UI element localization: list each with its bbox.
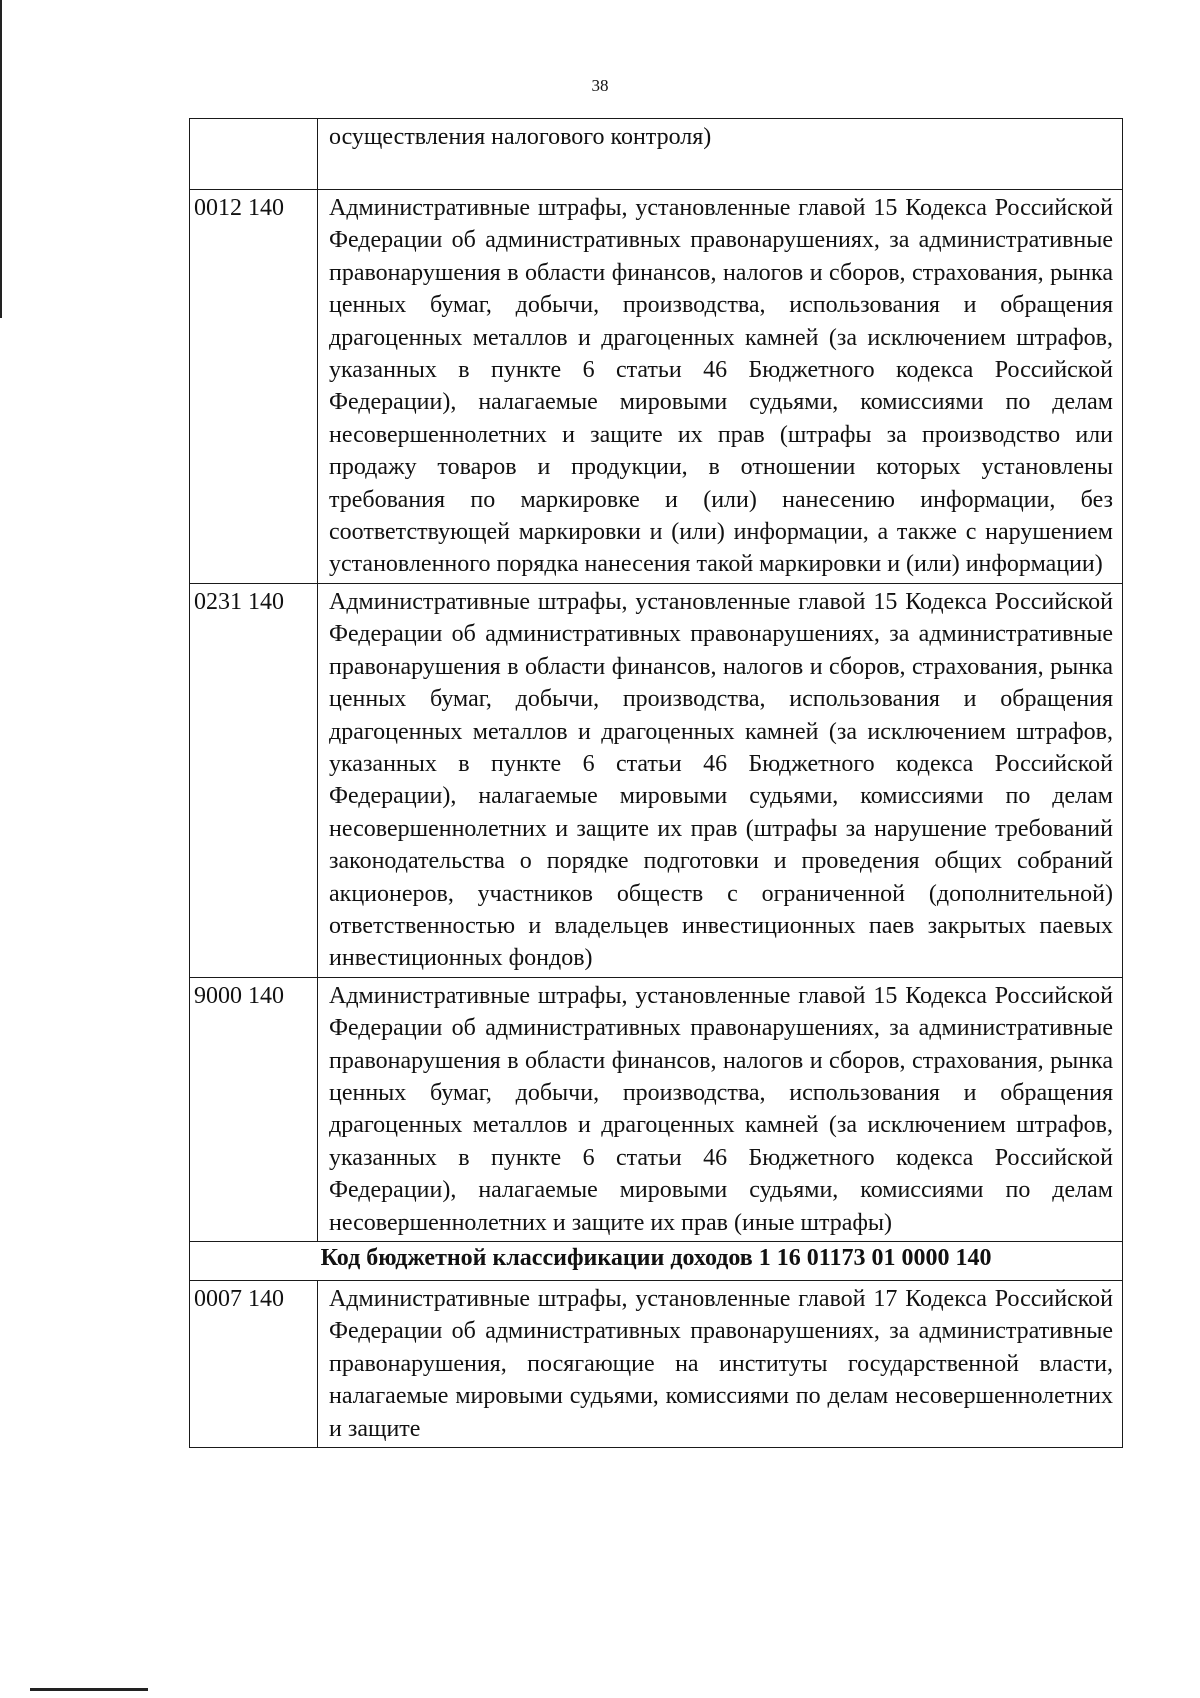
row-description: Административные штрафы, установленные главой 15 Кодекса Российской Федерации об административных правонарушениях, за административные правонарушения в области финансов, налогов и сборов, страхования, рынка ценных бумаг, добычи, производства, использования и обращения драгоценных металлов и драгоценных камней (за исключением штрафов, указанных в пункте 6 статьи 46 Бюджетного кодекса Российской Федерации), налагаемые мировыми судьями, комиссиями по делам несовершеннолетних и защите их прав (иные штрафы) bbox=[318, 977, 1123, 1241]
scan-edge-mark bbox=[0, 0, 2, 318]
table-row bbox=[190, 119, 1123, 190]
row-code: 9000 140 bbox=[190, 977, 318, 1241]
income-classification-table bbox=[189, 118, 1123, 1448]
footnote-rule bbox=[30, 1688, 148, 1691]
row-code: 0012 140 bbox=[190, 190, 318, 584]
row-description: осуществления налогового контроля) bbox=[318, 119, 1123, 190]
page-number: 38 bbox=[591, 76, 609, 95]
row-code bbox=[190, 119, 318, 190]
section-heading-row bbox=[190, 1242, 1123, 1281]
section-heading: Код бюджетной классификации доходов 1 16 01173 01 0000 140 bbox=[190, 1242, 1123, 1281]
table-row bbox=[190, 190, 1123, 584]
row-code: 0007 140 bbox=[190, 1281, 318, 1448]
table-row bbox=[190, 1281, 1123, 1448]
table-row bbox=[190, 583, 1123, 977]
row-description: Административные штрафы, установленные главой 17 Кодекса Российской Федерации об административных правонарушениях, за административные правонарушения, посягающие на институты государственной власти, налагаемые мировыми судьями, комиссиями по делам несовершеннолетних и защите bbox=[318, 1281, 1123, 1448]
row-code: 0231 140 bbox=[190, 583, 318, 977]
row-description: Административные штрафы, установленные главой 15 Кодекса Российской Федерации об административных правонарушениях, за административные правонарушения в области финансов, налогов и сборов, страхования, рынка ценных бумаг, добычи, производства, использования и обращения драгоценных металлов и драгоценных камней (за исключением штрафов, указанных в пункте 6 статьи 46 Бюджетного кодекса Российской Федерации), налагаемые мировыми судьями, комиссиями по делам несовершеннолетних и защите их прав (штрафы за нарушение требований законодательства о порядке подготовки и проведения общих собраний акционеров, участников обществ с ограниченной (дополнительной) ответственностью и владельцев инвестиционных паев закрытых паевых инвестиционных фондов) bbox=[318, 583, 1123, 977]
table-row bbox=[190, 977, 1123, 1241]
row-description: Административные штрафы, установленные главой 15 Кодекса Российской Федерации об административных правонарушениях, за административные правонарушения в области финансов, налогов и сборов, страхования, рынка ценных бумаг, добычи, производства, использования и обращения драгоценных металлов и драгоценных камней (за исключением штрафов, указанных в пункте 6 статьи 46 Бюджетного кодекса Российской Федерации), налагаемые мировыми судьями, комиссиями по делам несовершеннолетних и защите их прав (штрафы за производство или продажу товаров и продукции, в отношении которых установлены требования по маркировке и (или) нанесению информации, без соответствующей маркировки и (или) информации, а также с нарушением установленного порядка нанесения такой маркировки и (или) информации) bbox=[318, 190, 1123, 584]
